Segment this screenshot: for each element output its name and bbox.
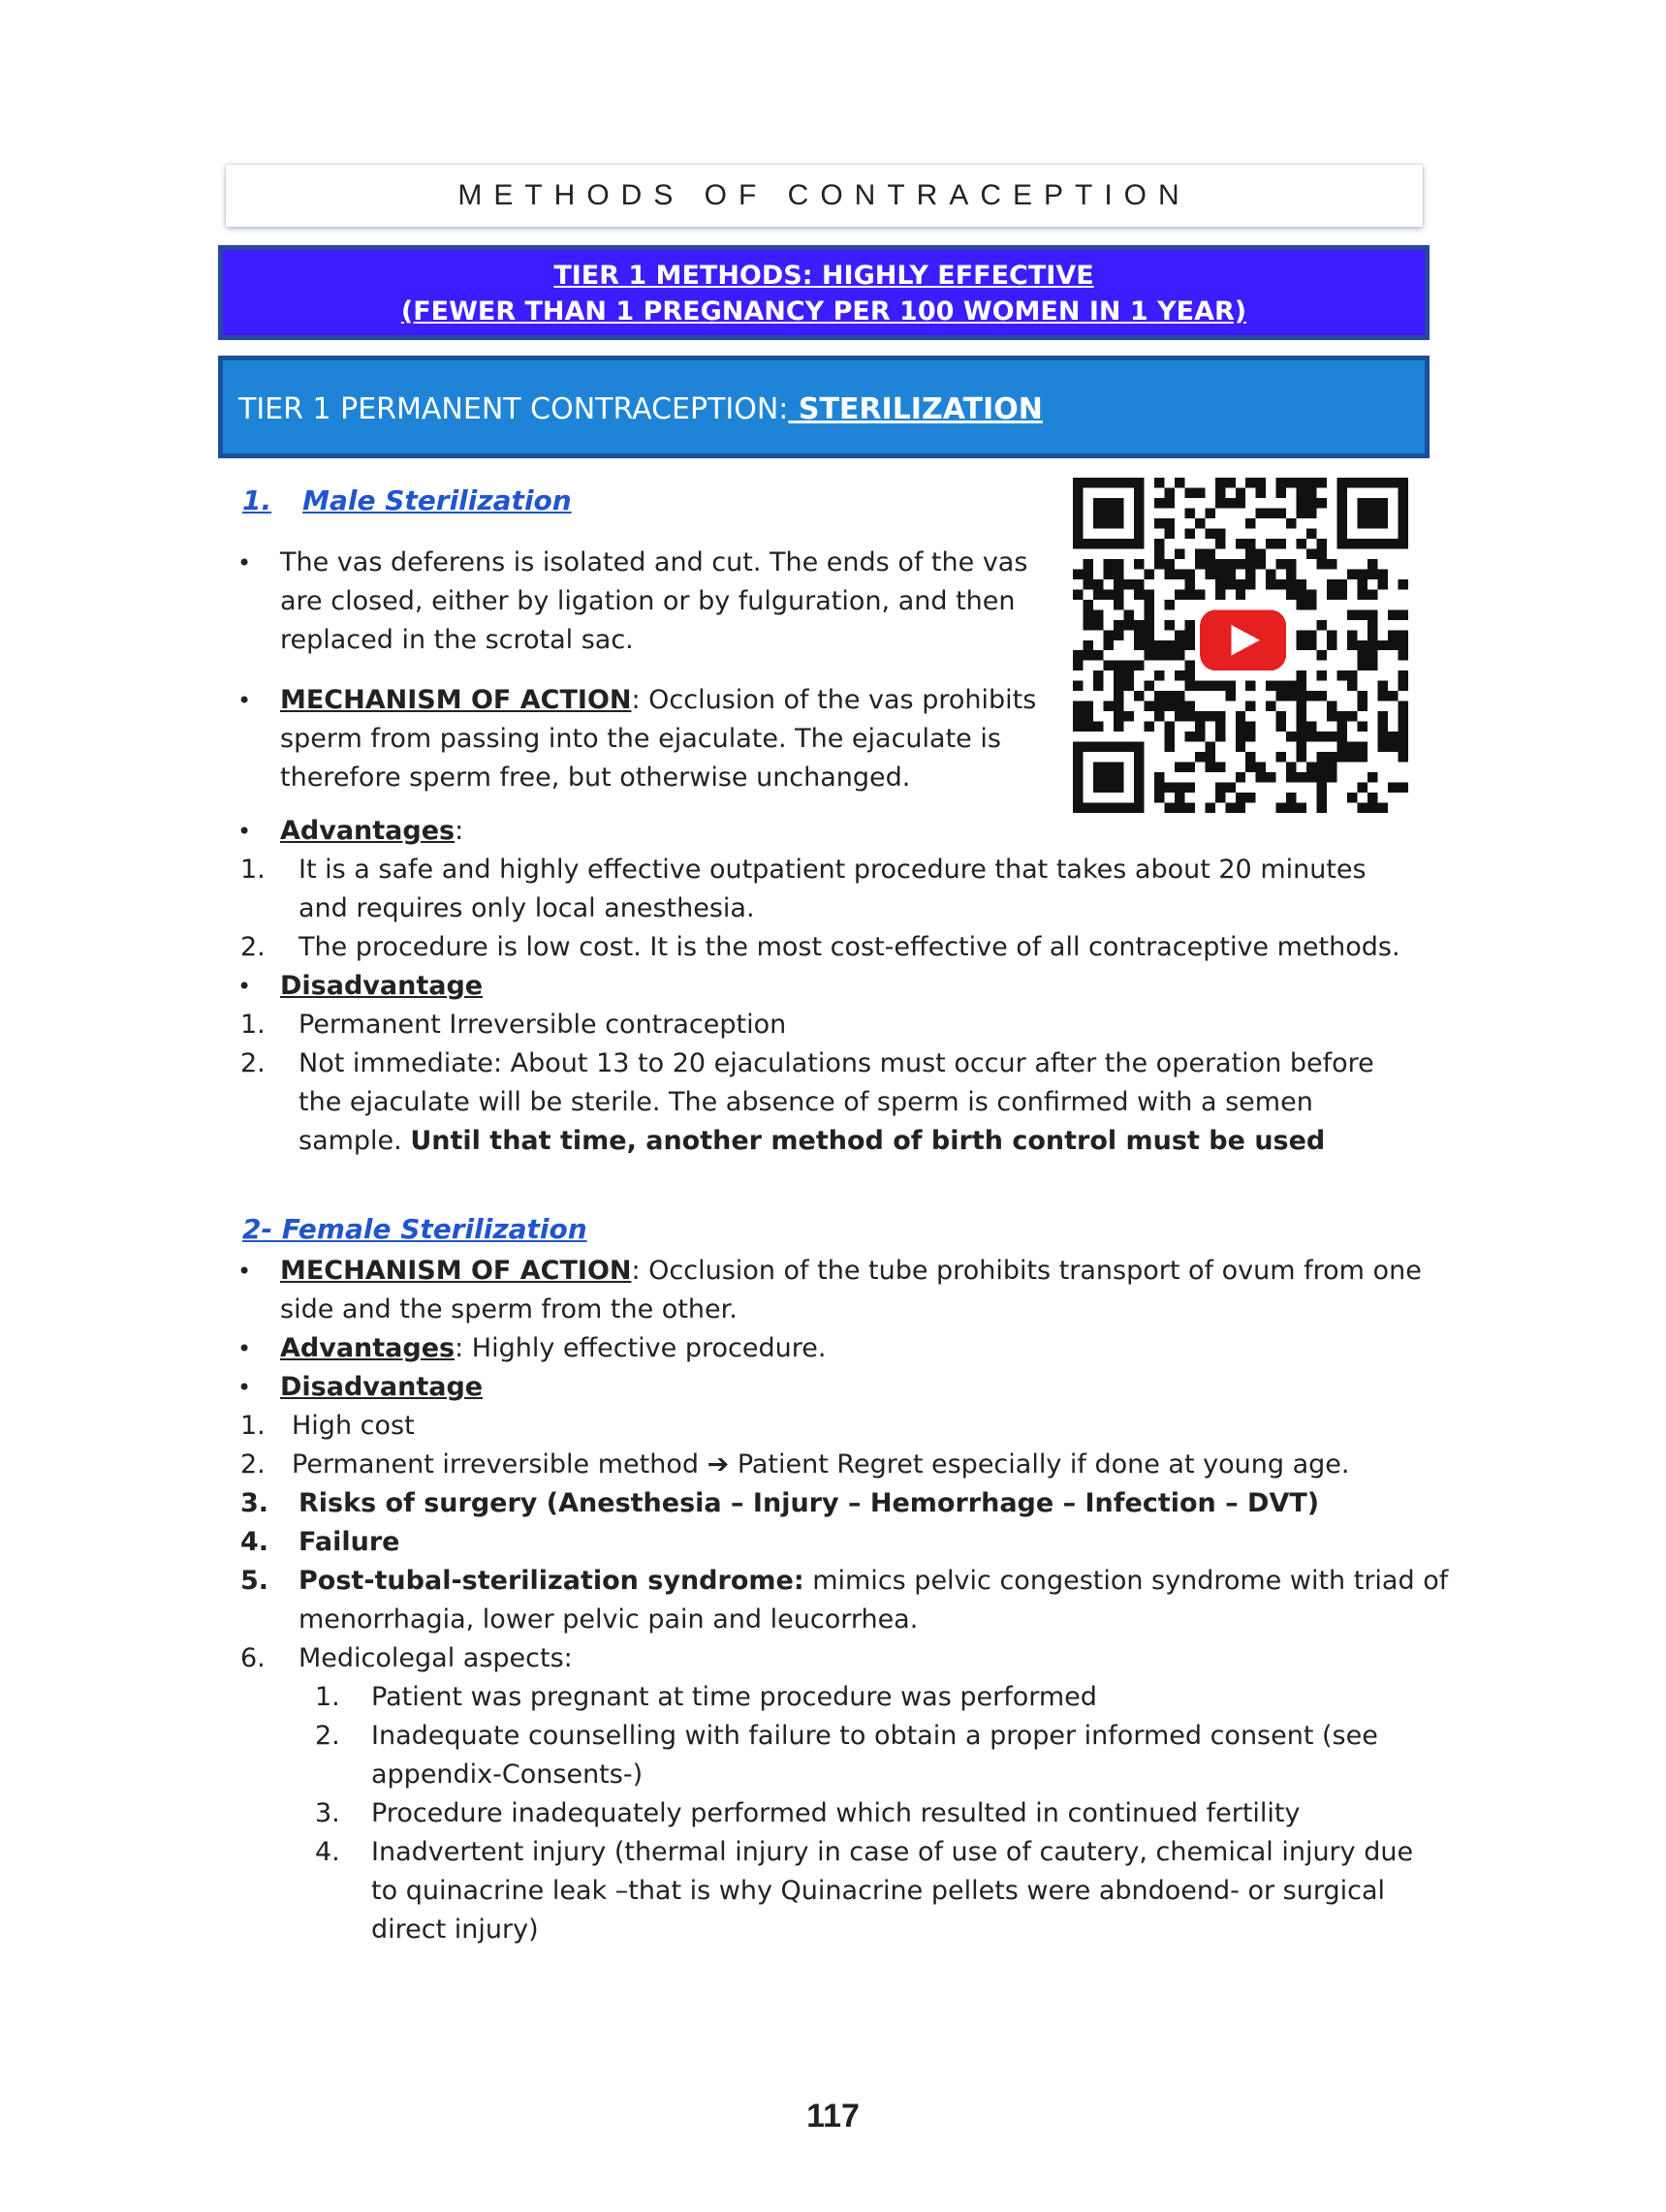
male-bullet-2: •: [237, 687, 252, 714]
male-adv-1-line-2: and requires only local anesthesia.: [299, 893, 755, 923]
medicolegal-4-line-1: Inadvertent injury (thermal injury in case of use of cautery, chemical injury due: [371, 1837, 1414, 1867]
male-p1-line-3: replaced in the scrotal sac.: [280, 625, 634, 655]
male-moa: MECHANISM OF ACTION: Occlusion of the vas prohibits: [280, 685, 1037, 715]
medicolegal-4-line-2: to quinacrine leak –that is why Quinacrine pellets were abndoend- or surgical: [371, 1876, 1385, 1906]
male-dis-2-line-3: sample. Until that time, another method of birth control must be used: [299, 1126, 1326, 1156]
medicolegal-2-num: 2.: [315, 1721, 340, 1751]
medicolegal-4-num: 4.: [315, 1837, 340, 1867]
medicolegal-1-num: 1.: [315, 1682, 340, 1712]
male-adv-label: Advantages: [280, 816, 456, 846]
male-dis-2-num: 2.: [240, 1048, 266, 1078]
female-dis-1-num: 1.: [240, 1411, 266, 1441]
female-dis-5-num: 5.: [240, 1566, 269, 1596]
male-p1-line-1: The vas deferens is isolated and cut. The ends of the vas: [280, 547, 1028, 577]
female-bullet-1: •: [237, 1258, 252, 1285]
permanent-contraception-banner: [218, 356, 1430, 458]
youtube-icon: [1200, 609, 1286, 670]
female-moa-cont: side and the sperm from the other.: [280, 1294, 738, 1324]
page-title: METHODS OF CONTRACEPTION: [226, 165, 1423, 227]
page-number: 117: [806, 2098, 860, 2134]
male-bullet-4: •: [237, 973, 252, 1000]
female-dis-2: Permanent irreversible method ➔ Patient Regret especially if done at young age.: [292, 1449, 1350, 1480]
male-moa-label: MECHANISM OF ACTION: [280, 685, 632, 715]
male-adv-2-num: 2.: [240, 932, 266, 962]
male-heading: [242, 484, 572, 516]
male-p1-line-2: are closed, either by ligation or by fulguration, and then: [280, 586, 1016, 616]
female-dis-5-cont: menorrhagia, lower pelvic pain and leucorrhea.: [299, 1604, 919, 1635]
male-moa-cont-1: sperm from passing into the ejaculate. The ejaculate is: [280, 724, 1001, 754]
female-advantages: Advantages: Highly effective procedure.: [280, 1333, 827, 1363]
male-adv-1-num: 1.: [240, 855, 266, 885]
female-bullet-3: •: [237, 1374, 252, 1401]
female-dis-2-num: 2.: [240, 1449, 266, 1480]
female-dis-6: Medicolegal aspects:: [299, 1643, 573, 1673]
female-dis-4-num: 4.: [240, 1527, 269, 1557]
medicolegal-2-line-2: appendix-Consents-): [371, 1760, 644, 1790]
male-bullet-3: •: [237, 818, 252, 845]
perm-prefix: TIER 1 PERMANENT CONTRACEPTION:: [238, 392, 789, 426]
female-bullet-2: •: [237, 1335, 252, 1362]
female-dis-3: Risks of surgery (Anesthesia – Injury – Hemorrhage – Infection – DVT): [299, 1488, 1320, 1518]
sterilization-link[interactable]: STERILIZATION: [788, 392, 1043, 426]
male-advantages: Advantages:: [280, 816, 464, 846]
tier-line-2: (FEWER THAN 1 PREGNANCY PER 100 WOMEN IN 1 YEAR): [400, 296, 1247, 327]
male-bullet-1: •: [237, 549, 252, 576]
male-dis-label: Disadvantage: [280, 971, 484, 1001]
female-dis-3-num: 3.: [240, 1488, 269, 1518]
qr-code-image[interactable]: [1073, 478, 1408, 813]
female-moa-label: MECHANISM OF ACTION: [280, 1256, 632, 1286]
female-dis-5: Post-tubal-sterilization syndrome: mimics pelvic congestion syndrome with triad of: [299, 1566, 1449, 1596]
male-dis-1-num: 1.: [240, 1010, 266, 1040]
female-moa: MECHANISM OF ACTION: Occlusion of the tube prohibits transport of ovum from one: [280, 1256, 1422, 1286]
medicolegal-4-line-3: direct injury): [371, 1915, 539, 1945]
female-dis-1: High cost: [292, 1411, 415, 1441]
male-dis-1: Permanent Irreversible contraception: [299, 1010, 787, 1040]
female-dis-6-num: 6.: [240, 1643, 266, 1673]
male-adv-1-line-1: It is a safe and highly effective outpatient procedure that takes about 20 minutes: [299, 855, 1367, 885]
male-heading-text: Male Sterilization: [302, 484, 572, 516]
arrow-right-icon: ➔: [707, 1449, 730, 1480]
medicolegal-3-num: 3.: [315, 1798, 340, 1828]
male-moa-cont-2: therefore sperm free, but otherwise unchanged.: [280, 763, 911, 793]
male-dis-2-line-2: the ejaculate will be sterile. The absence of sperm is confirmed with a semen: [299, 1087, 1313, 1117]
tier-line-1: TIER 1 METHODS: HIGHLY EFFECTIVE: [553, 261, 1094, 291]
medicolegal-1-line-1: Patient was pregnant at time procedure was performed: [371, 1682, 1097, 1712]
female-dis-4: Failure: [299, 1527, 400, 1557]
male-adv-2-line-1: The procedure is low cost. It is the most cost-effective of all contraceptive methods.: [299, 932, 1400, 962]
tier-banner: [218, 245, 1430, 340]
medicolegal-3-line-1: Procedure inadequately performed which resulted in continued fertility: [371, 1798, 1301, 1828]
medicolegal-2-line-1: Inadequate counselling with failure to obtain a proper informed consent (see: [371, 1721, 1378, 1751]
male-dis-2-line-1: Not immediate: About 13 to 20 ejaculations must occur after the operation before: [299, 1048, 1374, 1078]
male-number: 1.: [242, 484, 272, 516]
female-heading: 2- Female Sterilization: [242, 1213, 587, 1245]
female-dis-label: Disadvantage: [280, 1372, 484, 1402]
